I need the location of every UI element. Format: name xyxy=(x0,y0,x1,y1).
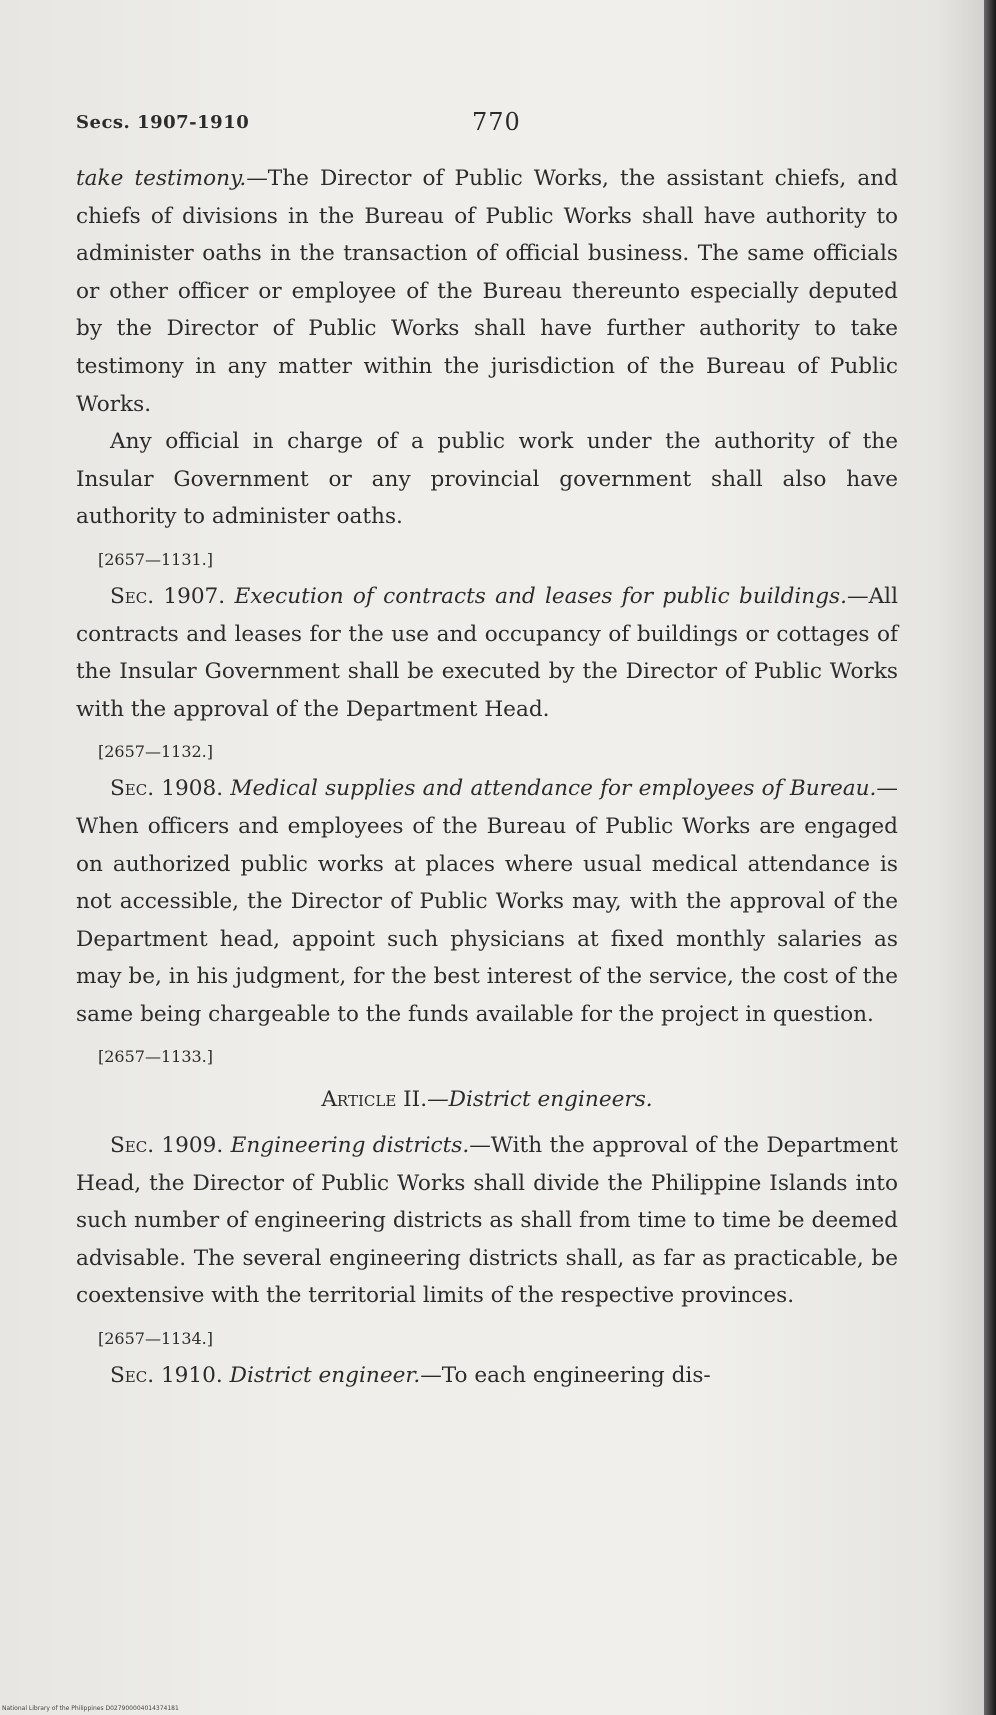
library-watermark: National Library of the Philippines D027900004014374181 xyxy=(2,1705,179,1712)
page-header xyxy=(76,108,906,148)
section-label: Sec. 1909. xyxy=(110,1133,224,1159)
section-title: District engineer. xyxy=(229,1363,421,1389)
section-label: Sec. 1908. xyxy=(110,776,224,802)
page-edge-shadow xyxy=(984,0,996,1715)
article-label: Article II. xyxy=(321,1087,428,1113)
paragraph-oaths: Any official in charge of a public work under the authority of the Insular Government or any provincial government shall also have authority to administer oaths. xyxy=(76,429,898,530)
citation: [2657—1134.] xyxy=(98,1329,214,1349)
article-heading xyxy=(76,1081,898,1119)
section-1909 xyxy=(76,1127,898,1315)
section-text: —All contracts and leases for the use and occupancy of buildings or cottages of the Insular Government shall be executed by the Director of Public Works with the approval of the Department Head. xyxy=(76,583,898,722)
section-label: Sec. 1907. xyxy=(110,583,226,609)
page-number: 770 xyxy=(472,108,521,136)
paragraph-testimony xyxy=(76,160,898,423)
citation: [2657—1131.] xyxy=(98,549,214,569)
section-text: —When officers and employees of the Bureau of Public Works are engaged on authorized public works at places where usual medical attendance is not accessible, the Director of Public Works may, with the approval of the Department head, appoint such physicians at fixed monthly salaries as may be, in his judgment, for the best interest of the service, the cost of the same being chargeable to the funds available for the project in question. xyxy=(76,776,898,1027)
paragraph-title: take testimony. xyxy=(76,166,247,191)
section-text: —With the approval of the Department Head, the Director of Public Works shall divide the Philippine Islands into such number of engineering districts as shall from time to time be deemed advisable. The several engineering districts shall, as far as practicable, be coextensive with the territorial limits of the respective provinces. xyxy=(76,1133,898,1309)
paragraph-text: —The Director of Public Works, the assistant chiefs, and chiefs of divisions in the Bureau of Public Works shall have authority to administer oaths in the transaction of official business. The same officials or other officer or employee of the Bureau thereunto especially deputed by the Director of Public Works shall have further authority to take testimony in any matter within the jurisdiction of the Bureau of Public Works. xyxy=(76,166,898,417)
section-1908 xyxy=(76,770,898,1033)
section-title: Engineering districts. xyxy=(230,1133,470,1159)
page-body xyxy=(76,160,898,1395)
section-label: Sec. 1910. xyxy=(110,1363,223,1389)
section-text: —To each engineering dis- xyxy=(420,1363,711,1389)
section-range: Secs. 1907-1910 xyxy=(76,112,250,133)
section-1907 xyxy=(76,578,898,728)
citation: [2657—1133.] xyxy=(98,1047,214,1067)
article-title: —District engineers. xyxy=(427,1087,653,1113)
section-title: Execution of contracts and leases for public buildings. xyxy=(234,583,847,609)
section-title: Medical supplies and attendance for employees of Bureau. xyxy=(230,776,877,802)
section-1910 xyxy=(76,1357,898,1395)
citation: [2657—1132.] xyxy=(98,742,214,762)
